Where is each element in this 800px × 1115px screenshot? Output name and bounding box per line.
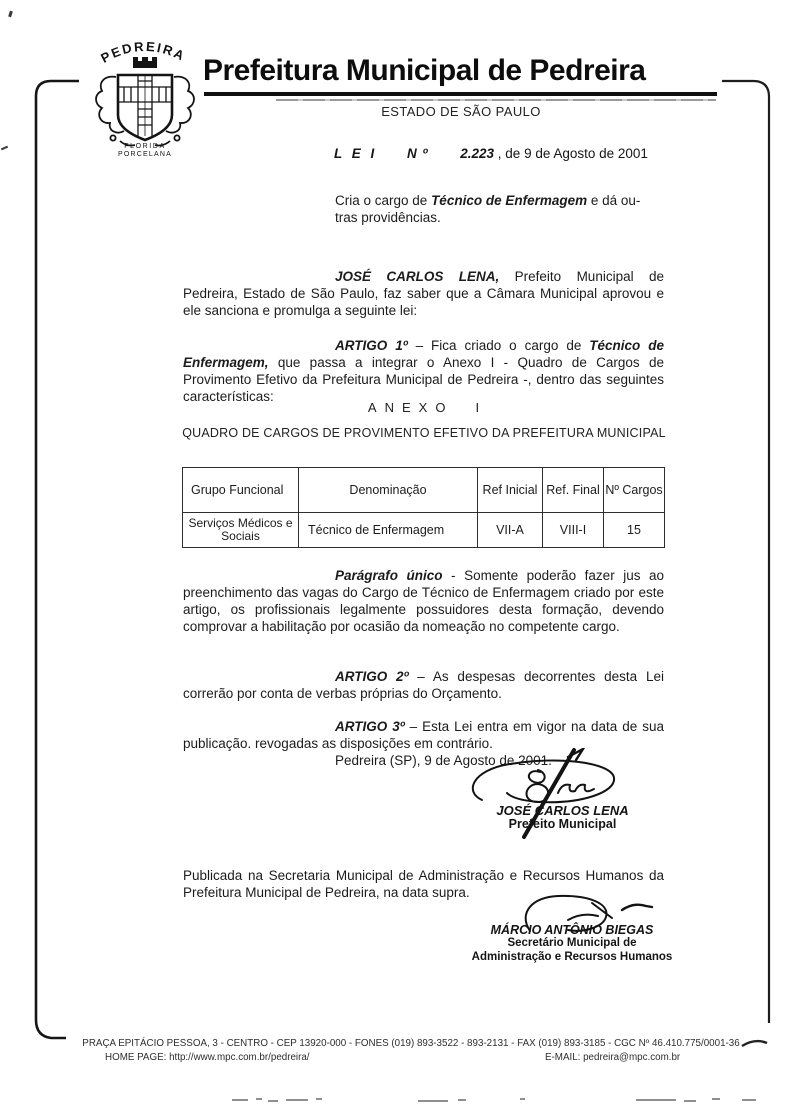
epigraph-text: Cria o cargo de xyxy=(335,193,432,208)
secretary-signature-role1: Secretário Municipal de xyxy=(507,937,637,949)
scan-artifact xyxy=(256,1098,262,1100)
scan-artifact xyxy=(684,1100,696,1102)
scan-artifact xyxy=(742,1099,756,1101)
epigraph-text: tras providências. xyxy=(335,210,441,225)
scan-artifact xyxy=(286,1099,308,1101)
scan-artifact xyxy=(636,1099,676,1101)
title-underline-secondary xyxy=(276,99,716,101)
artigo1-label: ARTIGO 1º xyxy=(335,337,408,353)
secretary-signature-name: MÁRCIO ANTÔNIO BIEGAS xyxy=(490,923,654,937)
mayor-name: JOSÉ CARLOS LENA, xyxy=(335,268,500,284)
table-header-ref-inicial: Ref Inicial xyxy=(478,468,543,513)
law-date: , de 9 de Agosto de 2001 xyxy=(497,146,648,161)
artigo3-paragraph xyxy=(183,718,664,752)
table-header-row xyxy=(183,468,665,513)
footer-homepage-label: HOME PAGE: xyxy=(105,1052,170,1063)
footer-email xyxy=(545,1052,680,1063)
artigo2-label: ARTIGO 2º xyxy=(335,668,409,684)
scan-artifact xyxy=(712,1098,720,1100)
cell-ref-inicial: VII-A xyxy=(478,513,543,548)
artigo1-bold: Técnico de Enfermagem, xyxy=(183,337,664,370)
artigo2-paragraph xyxy=(183,668,664,702)
artigo1-text: – Fica criado o cargo de xyxy=(407,337,590,353)
artigo3-label: ARTIGO 3º xyxy=(335,718,405,734)
mayor-signature-role: Prefeito Municipal xyxy=(508,817,617,831)
cell-text: Sociais xyxy=(221,529,260,543)
footer-address-line: PRAÇA EPITÁCIO PESSOA, 3 - CENTRO - CEP 13920-000 - FONES (019) 893-3522 - 893-2131 - FAX (019) 893-3185 - CGC Nº 46.410.775/0001-36 xyxy=(82,1038,740,1049)
anexo-numeral: I xyxy=(475,400,480,415)
preamble-paragraph xyxy=(183,268,664,319)
coat-of-arms xyxy=(84,31,206,157)
cargos-table xyxy=(182,467,665,548)
scan-artifact xyxy=(418,1100,448,1102)
cell-grupo-funcional xyxy=(183,513,299,548)
anexo-subtitle: QUADRO DE CARGOS DE PROVIMENTO EFETIVO DA PREFEITURA MUNICIPAL xyxy=(182,426,666,440)
table-row xyxy=(183,513,665,548)
secretary-signature-block xyxy=(428,923,716,964)
table-header-ref-final: Ref. Final xyxy=(543,468,604,513)
cell-n-cargos: 15 xyxy=(604,513,665,548)
cell-text: Serviços Médicos e xyxy=(188,516,293,530)
paragrafo-unico-text: - Somente poderão fazer jus ao preenchimento das vagas do Cargo de Técnico de Enfermagem criado por este artigo, os profissionais legalmente possuidores desta formação, devendo comprovar a habilitação por ocasião da nomeação no competente cargo. xyxy=(183,567,664,634)
footer-email-label: E-MAIL: xyxy=(545,1052,584,1063)
scan-artifact xyxy=(316,1098,322,1100)
crest-arc-text: PEDREIRA xyxy=(98,38,189,66)
artigo1-text: que passa a integrar o Anexo I - Quadro de Cargos de Provimento Efetivo da Prefeitura Municipal de Pedreira -, dentro das seguintes características: xyxy=(183,354,664,404)
scan-artifact xyxy=(232,1099,248,1101)
shield-cross-pattern xyxy=(118,75,172,136)
paragrafo-unico-label: Parágrafo único xyxy=(335,567,443,583)
table-header-denominacao: Denominação xyxy=(299,468,478,513)
law-number: 2.223 xyxy=(460,146,495,161)
artigo1-paragraph xyxy=(183,337,664,405)
law-number-line xyxy=(334,146,648,161)
footer-email-value: pedreira@mpc.com.br xyxy=(583,1052,681,1063)
scan-artifact xyxy=(268,1100,278,1102)
epigraph-text: e dá ou- xyxy=(587,193,641,208)
mayor-signature-name: JOSÉ CARLOS LENA xyxy=(496,803,629,818)
table-header-n-cargos: Nº Cargos xyxy=(604,468,665,513)
crest-motto-line1: FLORIDA xyxy=(124,143,166,150)
law-label: L E I xyxy=(334,146,378,161)
state-subtitle: ESTADO DE SÃO PAULO xyxy=(381,104,541,119)
cell-ref-final: VIII-I xyxy=(543,513,604,548)
secretary-signature-role2: Administração e Recursos Humanos xyxy=(471,950,673,963)
publication-paragraph: Publicada na Secretaria Municipal de Administração e Recursos Humanos da Prefeitura Municipal de Pedreira, na data supra. xyxy=(183,867,664,900)
preamble-text: Prefeito Municipal de Pedreira, Estado de São Paulo, faz saber que a Câmara Municipal aprovou e ele sanciona e promulga a seguinte lei: xyxy=(183,268,664,318)
scan-artifact xyxy=(458,1099,466,1101)
date-place-line: Pedreira (SP), 9 de Agosto de 2001. xyxy=(335,753,552,768)
title-underline xyxy=(204,92,717,96)
footer-homepage xyxy=(105,1052,310,1063)
crown-icon xyxy=(133,57,157,68)
scan-artifact xyxy=(520,1098,525,1100)
paragrafo-unico xyxy=(183,567,664,635)
footer-homepage-url: http://www.mpc.com.br/pedreira/ xyxy=(169,1052,310,1063)
cell-denominacao: Técnico de Enfermagem xyxy=(299,513,478,548)
artigo2-text: – As despesas decorrentes desta Lei correrão por conta de verbas próprias do Orçamento. xyxy=(183,668,664,701)
mayor-signature-block xyxy=(450,803,675,832)
epigraph xyxy=(335,192,667,226)
artigo3-text: – Esta Lei entra em vigor na data de sua publicação. revogadas as disposições em contrário. xyxy=(183,718,664,751)
anexo-heading xyxy=(183,400,664,415)
law-number-sign: N º xyxy=(407,146,429,161)
epigraph-bold: Técnico de Enfermagem xyxy=(431,193,588,208)
anexo-word: ANEXO xyxy=(367,400,454,415)
page-title: Prefeitura Municipal de Pedreira xyxy=(203,54,646,87)
table-header-grupo: Grupo Funcional xyxy=(183,468,299,513)
crest-motto-line2: PORCELANA xyxy=(118,151,172,157)
